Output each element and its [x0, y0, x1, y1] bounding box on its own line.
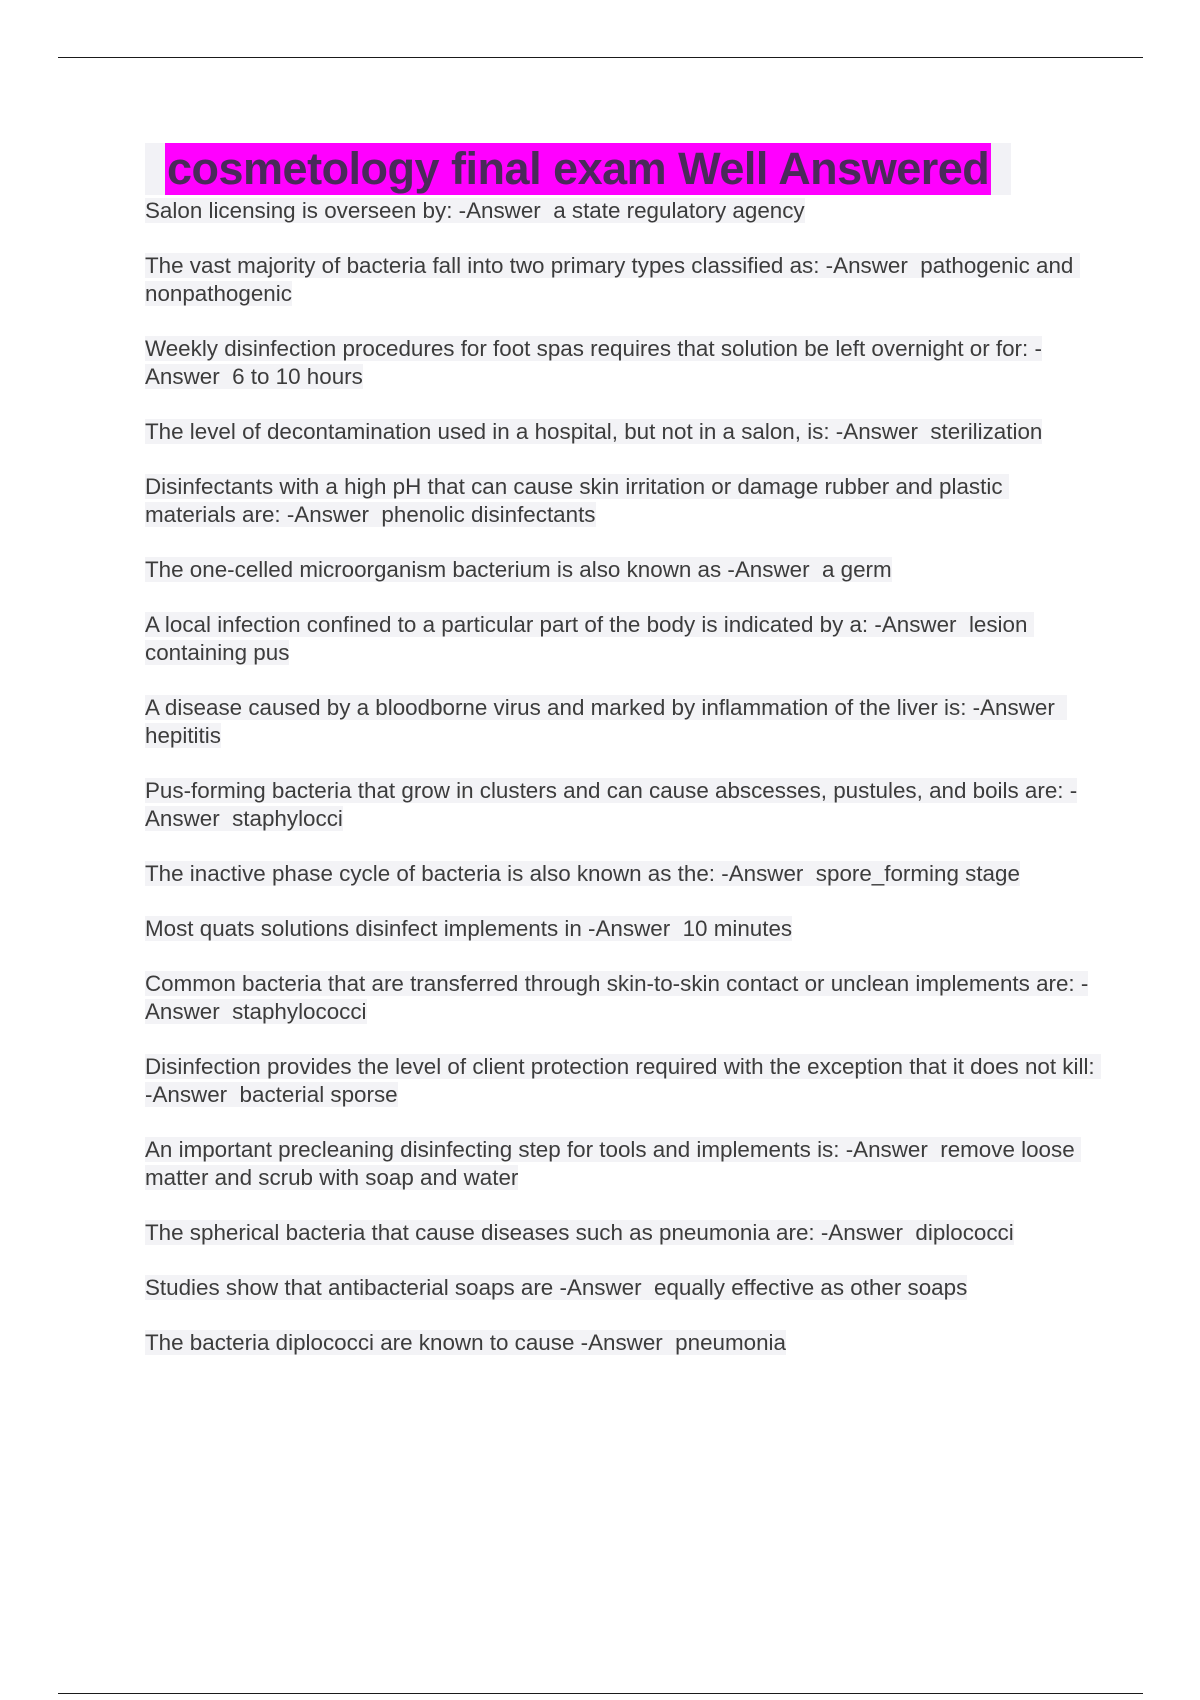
qa-text: Weekly disinfection procedures for foot spas requires that solution be left overnight or for: -Answer 6 to 10 hours — [145, 336, 1042, 389]
qa-text: Disinfection provides the level of client protection required with the exception that it does not kill: -Answer bacterial sporse — [145, 1054, 1101, 1107]
qa-item — [145, 611, 1095, 667]
qa-item — [145, 1053, 1101, 1109]
qa-text: A disease caused by a bloodborne virus and marked by inflammation of the liver is: -Answer hepititis — [145, 695, 1068, 748]
qa-text: The inactive phase cycle of bacteria is also known as the: -Answer spore_forming stage — [145, 861, 1020, 886]
qa-text: Disinfectants with a high pH that can cause skin irritation or damage rubber and plastic materials are: -Answer phenolic disinfectants — [145, 474, 1009, 527]
qa-item — [145, 1274, 1095, 1302]
qa-text: The vast majority of bacteria fall into two primary types classified as: -Answer pathogenic and nonpathogenic — [145, 253, 1080, 306]
qa-item — [145, 418, 1095, 446]
qa-item — [145, 473, 1095, 529]
qa-text: The bacteria diplococci are known to cause -Answer pneumonia — [145, 1330, 786, 1355]
qa-text: Studies show that antibacterial soaps are -Answer equally effective as other soaps — [145, 1275, 968, 1300]
qa-text: Pus-forming bacteria that grow in clusters and can cause abscesses, pustules, and boils are: -Answer staphylocci — [145, 778, 1078, 831]
qa-text: Salon licensing is overseen by: -Answer a state regulatory agency — [145, 198, 805, 223]
document-title: cosmetology final exam Well Answered — [167, 143, 990, 194]
top-rule — [58, 57, 1143, 58]
qa-text: Most quats solutions disinfect implements in -Answer 10 minutes — [145, 916, 793, 941]
qa-item — [145, 860, 1095, 888]
qa-item — [145, 1329, 1095, 1357]
document-body — [145, 143, 1101, 1384]
qa-item — [145, 694, 1095, 750]
qa-item — [145, 915, 1095, 943]
question-answer-list — [145, 197, 1101, 1357]
title-highlight-band — [145, 143, 1011, 195]
qa-text: A local infection confined to a particular part of the body is indicated by a: -Answer lesion containing pus — [145, 612, 1034, 665]
bottom-rule — [58, 1693, 1143, 1694]
qa-text: Common bacteria that are transferred through skin-to-skin contact or unclean implements are: -Answer staphylococci — [145, 971, 1089, 1024]
qa-item — [145, 777, 1095, 833]
qa-item — [145, 197, 1095, 225]
qa-item — [145, 1136, 1095, 1192]
qa-text: The one-celled microorganism bacterium is also known as -Answer a germ — [145, 557, 892, 582]
qa-item — [145, 556, 1095, 584]
qa-item — [145, 335, 1095, 391]
qa-item — [145, 252, 1095, 308]
qa-item — [145, 970, 1095, 1026]
qa-text: The level of decontamination used in a hospital, but not in a salon, is: -Answer sterilization — [145, 419, 1043, 444]
qa-text: The spherical bacteria that cause diseases such as pneumonia are: -Answer diplococci — [145, 1220, 1014, 1245]
qa-text: An important precleaning disinfecting step for tools and implements is: -Answer remove loose matter and scrub with soap and water — [145, 1137, 1081, 1190]
qa-item — [145, 1219, 1095, 1247]
